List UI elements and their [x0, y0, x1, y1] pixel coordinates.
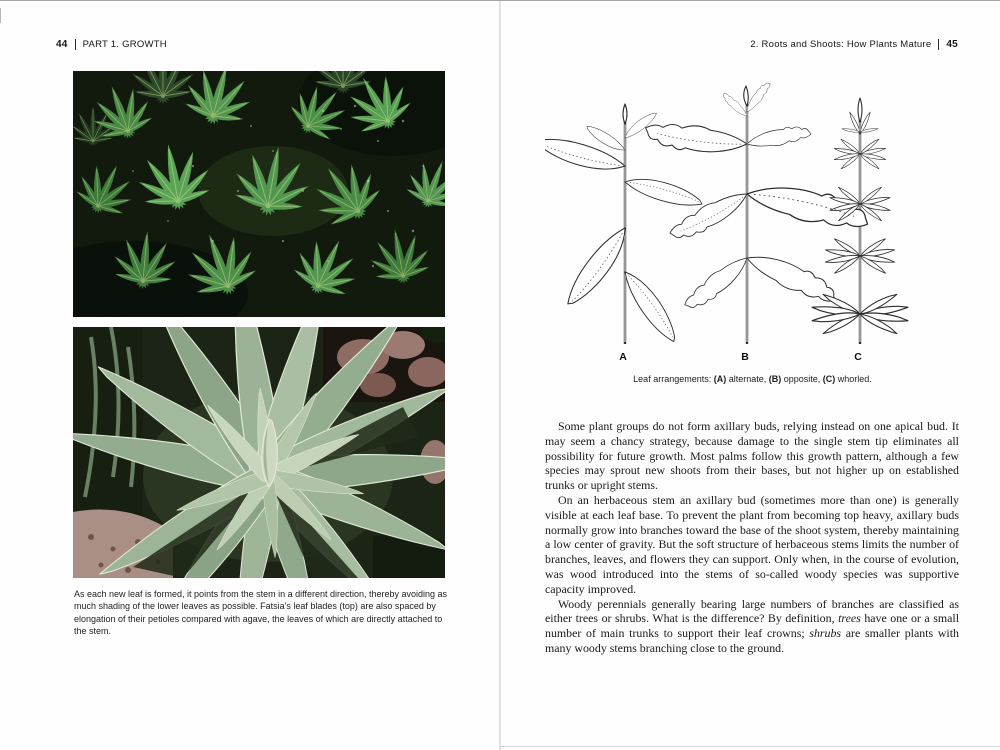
figure-caption-text: opposite,	[781, 374, 823, 384]
fatsia-photo	[73, 71, 445, 317]
figure-caption-label-a: (A)	[713, 374, 727, 384]
italic-term-shrubs: shrubs	[809, 626, 842, 641]
figure-caption-label-c: (C)	[822, 374, 836, 384]
figure-label-b: B	[741, 351, 749, 363]
paragraph-text: are smaller plants with many woody stems branching close to the ground.	[545, 626, 959, 655]
header-divider	[75, 39, 76, 50]
body-paragraph-1	[545, 419, 959, 493]
italic-term-trees: trees	[838, 611, 861, 626]
body-paragraph-2	[545, 493, 959, 597]
paragraph-text: On an herbaceous stem an axillary bud (sometimes more than one) is generally visible at each leaf base. To prevent the plant from becoming top heavy, axillary buds normally grow into branches toward the base of the shoot system, thereby maintaining a low center of gravity. But the soft structure of herbaceous stems limits the number of branches, leaves, and flowers they can support. Only when, in the course of evolution, was wood introduced into the stems of so-called woody species was supportive capacity improved.	[545, 492, 959, 596]
figure-caption-text: whorled.	[835, 374, 872, 384]
figure-label-c: C	[854, 351, 862, 363]
left-page-number: 44	[56, 39, 68, 50]
right-running-header	[750, 39, 958, 50]
fatsia-photo-art	[73, 71, 445, 317]
body-paragraph-3	[545, 597, 959, 656]
figure-caption-text: alternate,	[726, 374, 769, 384]
agave-photo-art	[73, 327, 445, 578]
photo-caption: As each new leaf is formed, it points from the stem in a different direction, thereby avoiding as much shading of the lower leaves as possible. Fatsia's leaf blades (top) are also spaced by elongation of their petioles compared with agave, the leaves of which are directly attached to the stem.	[74, 589, 448, 637]
left-running-header	[56, 39, 167, 50]
figure-caption	[545, 374, 960, 384]
body-text	[545, 419, 959, 656]
agave-photo	[73, 327, 445, 578]
right-header-text: 2. Roots and Shoots: How Plants Mature	[750, 39, 932, 50]
figure-label-a: A	[619, 351, 627, 363]
leaf-arrangement-art	[545, 76, 960, 368]
right-page-number: 45	[946, 39, 958, 50]
paragraph-text: Woody perennials generally bearing large numbers of branches are classified as either trees or shrubs. What is the difference? By definition,	[545, 596, 959, 626]
paragraph-text: Some plant groups do not form axillary buds, relying instead on one apical bud. It may seem a chancy strategy, because damage to the single stem tip eliminates all possibility for future growth. Most palms follow this growth pattern, although a few species may sprout new shoots from their bases, but not higher up on established trunks or upright stems.	[545, 419, 959, 493]
figure-caption-text: Leaf arrangements:	[633, 374, 714, 384]
figure-caption-label-b: (B)	[768, 374, 782, 384]
left-header-text: PART 1. GROWTH	[82, 39, 167, 50]
header-divider	[938, 39, 939, 50]
paragraph-text: have one or a small number of main trunks to support their leaf crowns;	[545, 611, 959, 641]
leaf-arrangement-figure	[545, 76, 960, 368]
right-page	[500, 0, 1000, 750]
